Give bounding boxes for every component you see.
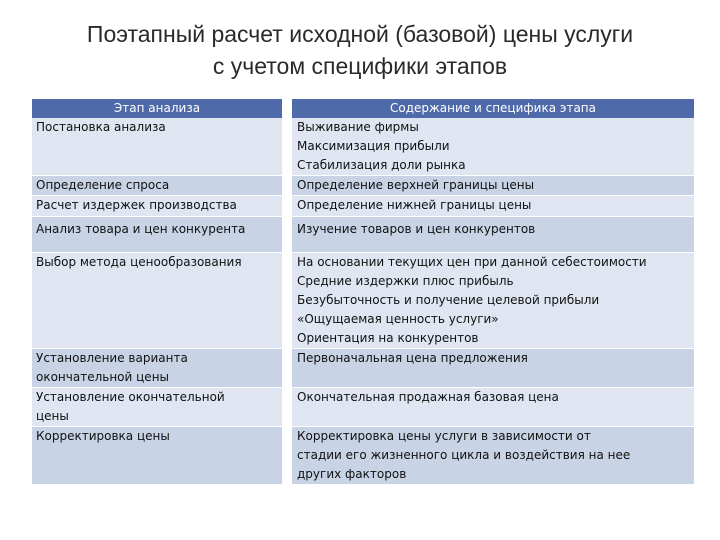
content-text: стадии его жизненного цикла и воздействия на нее xyxy=(297,448,631,462)
stage-cell xyxy=(32,253,292,349)
content-text: Корректировка цены услуги в зависимости от xyxy=(297,429,591,443)
table-row xyxy=(32,118,694,176)
stage-text: Определение спроса xyxy=(36,178,170,192)
table-row xyxy=(32,427,694,485)
stage-text: Выбор метода ценообразования xyxy=(36,255,242,269)
content-cell xyxy=(292,253,694,349)
content-text: Ориентация на конкурентов xyxy=(297,331,479,345)
table-row xyxy=(32,388,694,427)
content-cell xyxy=(292,349,694,388)
table-row xyxy=(32,196,694,217)
content-cell xyxy=(292,196,694,217)
content-text: Безубыточность и получение целевой прибыли xyxy=(297,293,600,307)
content-text: На основании текущих цен при данной себестоимости xyxy=(297,255,647,269)
stage-text: Установление окончательной xyxy=(36,390,225,404)
content-text: Стабилизация доли рынка xyxy=(297,158,466,172)
content-cell xyxy=(292,118,694,176)
table-row xyxy=(32,217,694,253)
stage-cell xyxy=(32,217,292,253)
content-text: Первоначальная цена предложения xyxy=(297,351,528,365)
stage-text: цены xyxy=(36,409,69,423)
content-text: других факторов xyxy=(297,467,407,481)
content-text: Определение нижней границы цены xyxy=(297,198,532,212)
content-cell xyxy=(292,176,694,196)
slide-title-line-2: с учетом специфики этапов xyxy=(212,53,508,79)
table-row xyxy=(32,349,694,388)
content-text: Выживание фирмы xyxy=(297,120,419,134)
content-text: Изучение товаров и цен конкурентов xyxy=(297,222,536,236)
header-content: Содержание и специфика этапа xyxy=(292,99,694,118)
content-cell xyxy=(292,427,694,485)
content-text: «Ощущаемая ценность услуги» xyxy=(297,312,499,326)
content-text: Окончательная продажная базовая цена xyxy=(297,390,559,404)
table-row xyxy=(32,253,694,349)
content-text: Максимизация прибыли xyxy=(297,139,450,153)
stage-text: окончательной цены xyxy=(36,370,170,384)
pricing-stages-table xyxy=(32,99,694,485)
header-stage: Этап анализа xyxy=(32,99,292,118)
stage-text: Расчет издержек производства xyxy=(36,198,237,212)
stage-cell xyxy=(32,388,292,427)
content-text: Определение верхней границы цены xyxy=(297,178,535,192)
slide-title-line-1: Поэтапный расчет исходной (базовой) цены услуги xyxy=(86,21,634,47)
stage-cell xyxy=(32,349,292,388)
slide-title xyxy=(0,18,720,82)
stage-text: Анализ товара и цен конкурента xyxy=(36,222,246,236)
content-text: Средние издержки плюс прибыль xyxy=(297,274,514,288)
stage-text: Постановка анализа xyxy=(36,120,166,134)
stage-cell xyxy=(32,176,292,196)
stage-cell xyxy=(32,427,292,485)
table-row xyxy=(32,176,694,196)
stage-cell xyxy=(32,118,292,176)
stage-text: Корректировка цены xyxy=(36,429,170,443)
table-header-row xyxy=(32,99,694,118)
stage-text: Установление варианта xyxy=(36,351,188,365)
content-cell xyxy=(292,217,694,253)
content-cell xyxy=(292,388,694,427)
stage-cell xyxy=(32,196,292,217)
